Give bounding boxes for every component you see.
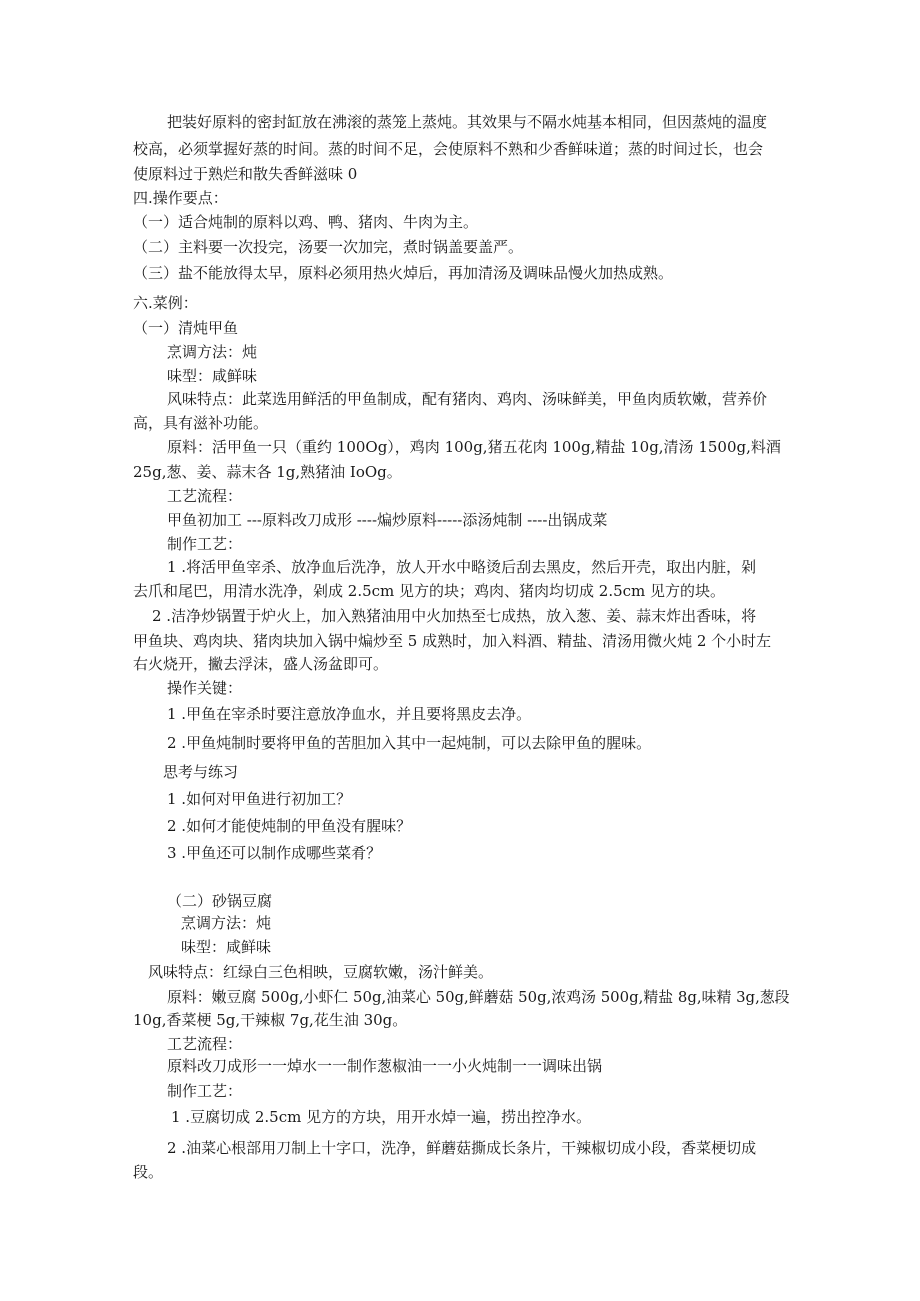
dish-1-method: 烹调方法：炖 xyxy=(167,343,258,361)
dish-2-method: 烹调方法：炖 xyxy=(181,914,272,932)
dish-2-title: （二）砂锅豆腐 xyxy=(167,892,273,910)
dish-1-step-2-line-1: 2 .洁净炒锅置于炉火上，加入熟猪油用中火加热至七成热，放入葱、姜、蒜末炸出香味，将 xyxy=(152,607,757,625)
dish-1-step-2-line-3: 右火烧开，撇去浮沫，盛人汤盆即可。 xyxy=(133,655,389,673)
point-3: （三）盐不能放得太早，原料必须用热火焯后，再加清汤及调味品慢火加热成熟。 xyxy=(133,264,674,282)
dish-2-flow: 原料改刀成形一一焯水一一制作葱椒油一一小火炖制一一调味出锅 xyxy=(167,1057,603,1075)
dish-1-craft-label: 制作工艺： xyxy=(167,535,243,553)
dish-2-step-2-line-1: 2 .油菜心根部用刀制上十字口，洗净，鲜蘑菇撕成长条片，干辣椒切成小段，香菜梗切成 xyxy=(167,1139,757,1157)
dish-1-key-2: 2 .甲鱼炖制时要将甲鱼的苦胆加入其中一起炖制，可以去除甲鱼的腥味。 xyxy=(167,734,652,752)
dish-2-feature: 风味特点：红绿白三色相映，豆腐软嫩，汤汁鲜美。 xyxy=(148,963,494,981)
section-6-heading: 六.菜例： xyxy=(133,294,198,312)
dish-1-exercise-label: 思考与练习 xyxy=(163,763,239,781)
dish-1-feature-line-1: 风味特点：此菜选用鲜活的甲鱼制成，配有猪肉、鸡肉、汤味鲜美，甲鱼肉质软嫩，营养价 xyxy=(167,390,768,408)
intro-line-1: 把装好原料的密封缸放在沸滚的蒸笼上蒸炖。其效果与不隔水炖基本相同，但因蒸炖的温度 xyxy=(167,113,768,131)
dish-1-ingredients-line-1: 原料：活甲鱼一只（重约 100Og），鸡肉 100g,猪五花肉 100g,精盐 10g,清汤 1500g,料酒 xyxy=(167,438,781,456)
dish-2-craft-label: 制作工艺： xyxy=(167,1082,243,1100)
dish-1-question-2: 2 .如何才能使炖制的甲鱼没有腥味？ xyxy=(167,817,412,835)
dish-1-question-3: 3 .甲鱼还可以制作成哪些菜肴？ xyxy=(167,844,382,862)
dish-1-step-1-line-2: 去爪和尾巴，用清水洗净，剁成 2.5cm 见方的块；鸡肉、猪肉均切成 2.5cm 见方的块。 xyxy=(133,582,726,600)
point-1: （一）适合炖制的原料以鸡、鸭、猪肉、牛肉为主。 xyxy=(133,213,479,231)
dish-2-flow-label: 工艺流程： xyxy=(167,1035,243,1053)
dish-1-ingredients-line-2: 25g,葱、姜、蒜末各 1g,熟猪油 IoOg。 xyxy=(133,463,402,481)
dish-1-title: （一）清炖甲鱼 xyxy=(133,319,239,337)
dish-1-feature-line-2: 高，具有滋补功能。 xyxy=(133,414,269,432)
dish-1-flow-label: 工艺流程： xyxy=(167,487,243,505)
dish-1-key-label: 操作关键： xyxy=(167,679,243,697)
dish-1-taste: 味型：咸鲜味 xyxy=(167,367,258,385)
intro-line-2: 校高，必须掌握好蒸的时间。蒸的时间不足，会使原料不熟和少香鲜味道；蒸的时间过长，也会 xyxy=(133,140,764,158)
section-4-heading: 四.操作要点： xyxy=(133,189,228,207)
dish-1-step-1-line-1: 1 .将活甲鱼宰杀、放净血后洗净，放人开水中略烫后刮去黑皮，然后开壳，取出内脏，剁 xyxy=(167,558,757,576)
intro-line-3: 使原料过于熟烂和散失香鲜滋味 0 xyxy=(133,165,358,183)
dish-2-step-2-line-2: 段。 xyxy=(133,1163,164,1181)
point-2: （二）主料要一次投完，汤要一次加完，煮时锅盖要盖严。 xyxy=(133,238,524,256)
dish-1-flow: 甲鱼初加工 ---原料改刀成形 ----煸炒原料-----添汤炖制 ----出锅成菜 xyxy=(167,511,608,529)
dish-2-step-1: 1 .豆腐切成 2.5cm 见方的方块，用开水焯一遍，捞出控净水。 xyxy=(171,1108,592,1126)
dish-2-ingredients-line-2: 10g,香菜梗 5g,干辣椒 7g,花生油 30g。 xyxy=(133,1011,408,1029)
dish-1-key-1: 1 .甲鱼在宰杀时要注意放净血水，并且要将黑皮去净。 xyxy=(167,705,532,723)
dish-2-taste: 味型：咸鲜味 xyxy=(181,938,272,956)
dish-1-question-1: 1 .如何对甲鱼进行初加工？ xyxy=(167,790,352,808)
dish-2-ingredients-line-1: 原料：嫩豆腐 500g,小虾仁 50g,油菜心 50g,鲜蘑菇 50g,浓鸡汤 500g,精盐 8g,味精 3g,葱段 xyxy=(167,988,790,1006)
dish-1-step-2-line-2: 甲鱼块、鸡肉块、猪肉块加入锅中煸炒至 5 成熟时，加入料酒、精盐、清汤用微火炖 2 个小时左 xyxy=(133,632,772,650)
